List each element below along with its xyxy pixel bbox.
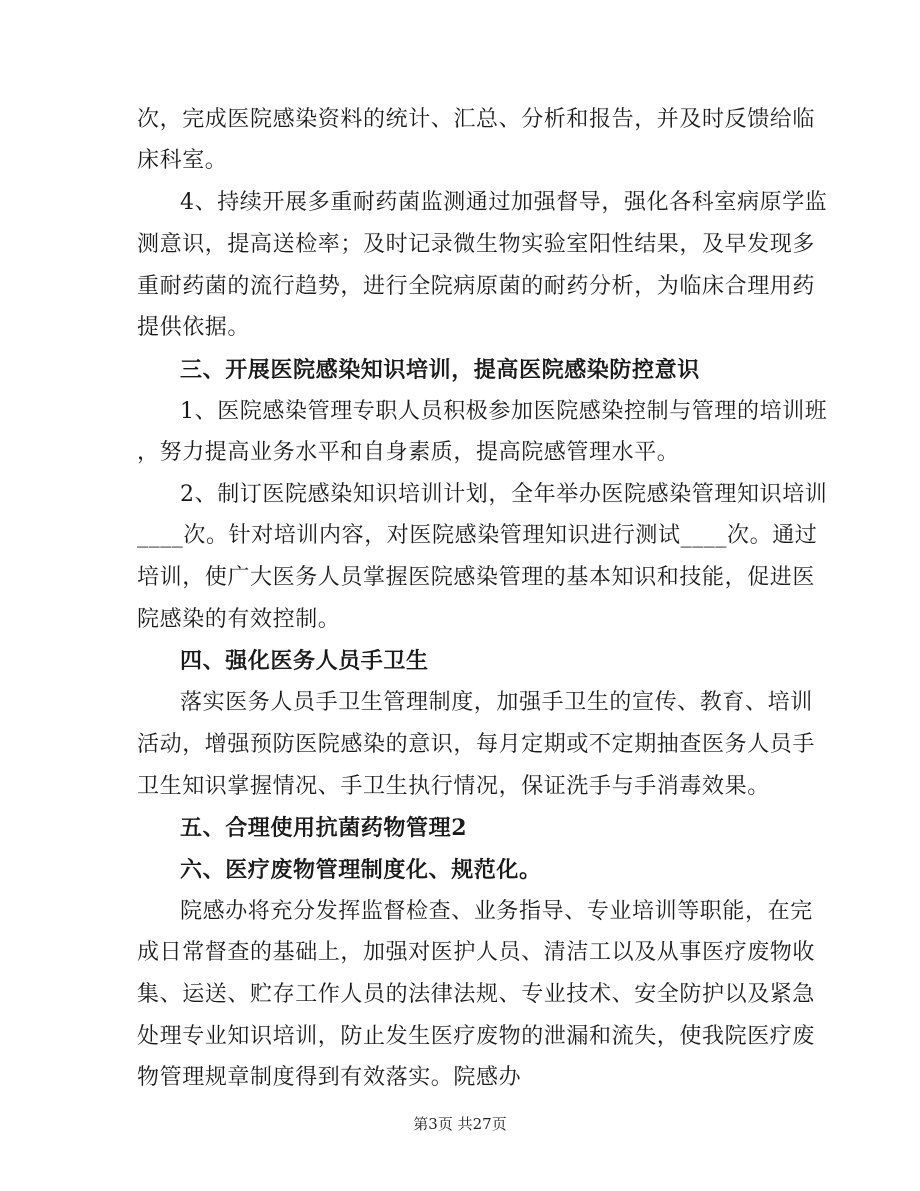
text-line: 物管理规章制度得到有效落实。院感办 — [137, 1065, 522, 1090]
section-heading: 六、医疗废物管理制度化、规范化。 — [180, 857, 542, 883]
text-line: ____次。针对培训内容，对医院感染管理知识进行测试____次。通过 — [137, 523, 818, 548]
text-line: 院感染的有效控制。 — [137, 607, 341, 632]
text-line: 活动，增强预防医院感染的意识，每月定期或不定期抽查医务人员手 — [137, 732, 816, 757]
text-line: 4、持续开展多重耐药菌监测通过加强督导，强化各科室病原学监 — [180, 190, 828, 215]
text-line: 次，完成医院感染资料的统计、汇总、分析和报告，并及时反馈给临 — [137, 107, 816, 132]
text-line: 集、运送、贮存工作人员的法律法规、专业技术、安全防护以及紧急 — [137, 982, 816, 1007]
text-line: 测意识，提高送检率；及时记录微生物实验室阳性结果，及早发现多 — [137, 232, 816, 257]
text-line: 卫生知识掌握情况、手卫生执行情况，保证洗手与手消毒效果。 — [137, 774, 770, 799]
page-number: 第3页 共27页 — [413, 1115, 507, 1133]
text-line: 培训，使广大医务人员掌握医院感染管理的基本知识和技能，促进医 — [137, 565, 816, 590]
text-line: 1、医院感染管理专职人员积极参加医院感染控制与管理的培训班 — [180, 399, 828, 424]
text-line: 重耐药菌的流行趋势，进行全院病原菌的耐药分析，为临床合理用药 — [137, 274, 816, 299]
section-heading: 五、合理使用抗菌药物管理2 — [180, 815, 468, 841]
text-line: 落实医务人员手卫生管理制度，加强手卫生的宣传、教育、培训 — [180, 690, 813, 715]
text-line: 院感办将充分发挥监督检查、业务指导、专业培训等职能，在完 — [180, 899, 813, 924]
text-line: 床科室。 — [137, 148, 228, 173]
text-line: 2、制订医院感染知识培训计划，全年举办医院感染管理知识培训 — [180, 482, 828, 507]
text-line: 成日常督查的基础上，加强对医护人员、清洁工以及从事医疗废物收 — [137, 940, 816, 965]
text-line: ，努力提高业务水平和自身素质，提高院感管理水平。 — [137, 440, 680, 465]
text-line: 提供依据。 — [137, 315, 251, 340]
section-heading: 三、开展医院感染知识培训，提高医院感染防控意识 — [180, 357, 700, 383]
text-line: 处理专业知识培训，防止发生医疗废物的泄漏和流失，使我院医疗废 — [137, 1024, 816, 1049]
section-heading: 四、强化医务人员手卫生 — [180, 648, 429, 674]
